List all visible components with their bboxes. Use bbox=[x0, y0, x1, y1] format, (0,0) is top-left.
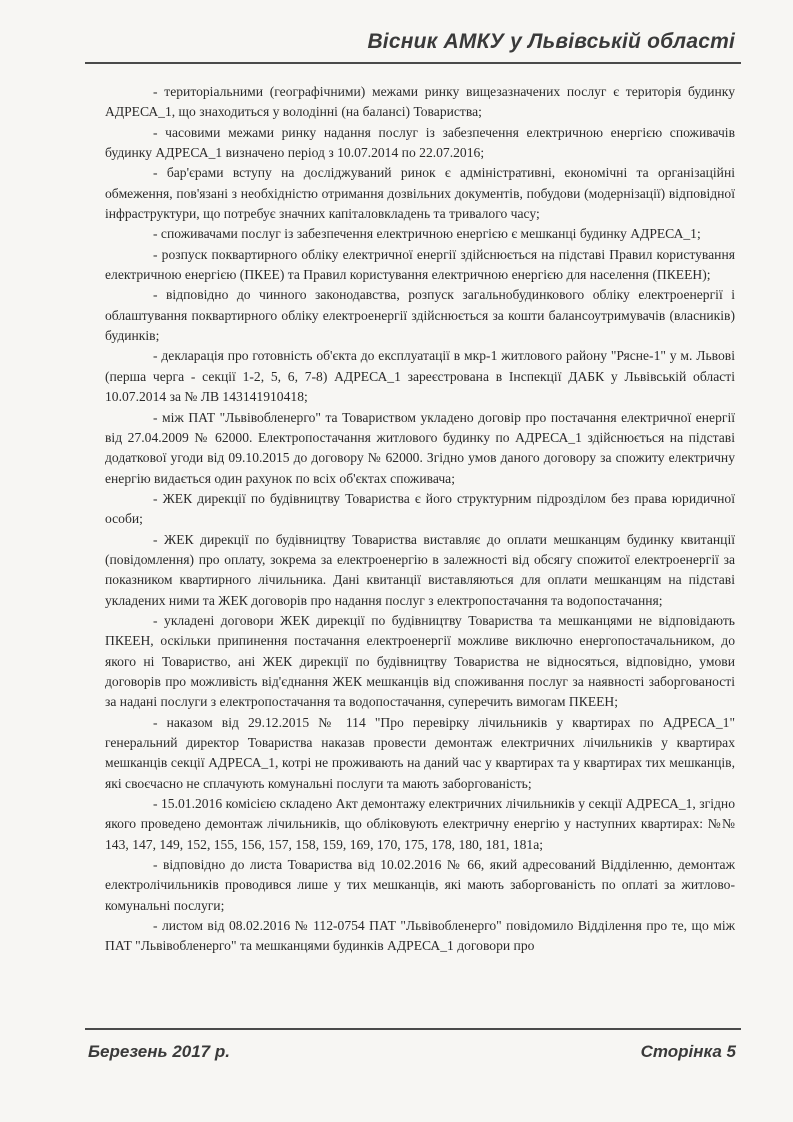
paragraph: - між ПАТ "Львівобленерго" та Товариством укладено договір про постачання електричної енергії від 27.04.2009 № 62000. Електропостачання житлового будинку по АДРЕСА_1 здійснюється на підставі додаткової угоди від 09.10.2015 до договору № 62000. Згідно умов даного договору за спожиту електричну енергію видається один рахунок по всіх об'єктах споживача; bbox=[105, 409, 735, 486]
document-body bbox=[105, 82, 735, 957]
paragraph: - відповідно до чинного законодавства, розпуск загальнобудинкового обліку електроенергії і облаштування поквартирного обліку електроенергії здійснюється за кошти балансоутримувачів (власників) будинків; bbox=[105, 287, 735, 344]
paragraph: - відповідно до листа Товариства від 10.02.2016 № 66, який адресований Відділенню, демонтаж електролічильників проводився лише у тих мешканців, які мають заборгованість по оплаті за житлово-комунальні послуги; bbox=[105, 857, 735, 913]
page-footer bbox=[0, 1028, 793, 1088]
paragraph: - ЖЕК дирекції по будівництву Товариства є його структурним підрозділом без права юридичної особи; bbox=[105, 490, 735, 527]
paragraph: - споживачами послуг із забезпечення електричною енергією є мешканці будинку АДРЕСА_1; bbox=[153, 226, 701, 242]
paragraph: - ЖЕК дирекції по будівництву Товариства виставляє до оплати мешканцям будинку квитанції (повідомлення) про оплату, зокрема за електроенергію в залежності від обсягу спожитої електроенергії за показником квартирного лічильника. Дані квитанції виставляються для оплати мешканцям на підставі укладених ними та ЖЕК договорів про надання послуг з електропостачання та водопостачання; bbox=[105, 531, 735, 608]
paragraph: - розпуск поквартирного обліку електричної енергії здійснюється на підставі Правил користування електричною енергією (ПКЕЕ) та Правил користування електричною енергією для населення (ПКЕЕН); bbox=[105, 246, 735, 283]
paragraph: - листом від 08.02.2016 № 112-0754 ПАТ "Львівобленерго" повідомило Відділення про те, що між ПАТ "Львівобленерго" та мешканцями будинків АДРЕСА_1 договори про bbox=[105, 918, 735, 954]
paragraph: - укладені договори ЖЕК дирекції по будівництву Товариства та мешканцями не відповідають ПКЕЕН, оскільки припинення постачання електроенергії можливе виключно енергопостачальником, до якого ні Товариство, ані ЖЕК дирекції по будівництву Товариства не відносяться, відповідно, умови договорів про можливість від'єднання ЖЕК мешканців від споживання послуг за наявності заборгованості за надані послуги з електропостачання та водопостачання, суперечить вимогам ПКЕЕН; bbox=[105, 612, 735, 710]
page-number: Сторінка 5 bbox=[640, 1042, 736, 1061]
paragraph: - 15.01.2016 комісією складено Акт демонтажу електричних лічильників у секції АДРЕСА_1, згідно якого проведено демонтаж лічильників, що обліковують електричну енергію у наступних квартирах: №№ 143, 147, 149, 152, 155, 156, 157, 158, 159, 169, 170, 175, 178, 180, 181, 181а; bbox=[105, 796, 735, 852]
paragraph: - декларація про готовність об'єкта до експлуатації в мкр-1 житлового району "Рясне-1" у м. Львові (перша черга - секції 1-2, 5, 6, 7-8) АДРЕСА_1 зареєстрована в Інспекції ДАБК у Львівській області 10.07.2014 за № ЛВ 143141910418; bbox=[105, 348, 735, 405]
paragraph: - часовими межами ринку надання послуг із забезпечення електричною енергією споживачів будинку АДРЕСА_1 визначено період з 10.07.2014 по 22.07.2016; bbox=[105, 124, 735, 161]
footer-divider bbox=[85, 1028, 741, 1030]
paragraph: - бар'єрами вступу на досліджуваний ринок є адміністративні, економічні та організаційні обмеження, пов'язані з необхідністю отримання дозвільних документів, побудови (модернізації) відповідної інфраструктури, що потребує значних капіталовкладень та тривалого часу; bbox=[105, 165, 735, 222]
issue-date: Березень 2017 р. bbox=[88, 1042, 230, 1061]
paragraph: - територіальними (географічними) межами ринку вищезазначених послуг є територія будинку АДРЕСА_1, що знаходиться у володінні (на балансі) Товариства; bbox=[105, 84, 735, 120]
header-divider bbox=[85, 62, 741, 64]
page-header bbox=[0, 0, 793, 60]
paragraph: - наказом від 29.12.2015 № 114 "Про перевірку лічильників у квартирах по АДРЕСА_1" генеральний директор Товариства наказав провести демонтаж електричних лічильників у квартирах мешканців секції АДРЕСА_1, котрі не проживають на даний час у квартирах та у квартирах тих мешканців, які своєчасно не сплачують комунальні послуги та мають заборгованість; bbox=[105, 714, 735, 791]
bulletin-title: Вісник АМКУ у Львівській області bbox=[367, 30, 735, 53]
